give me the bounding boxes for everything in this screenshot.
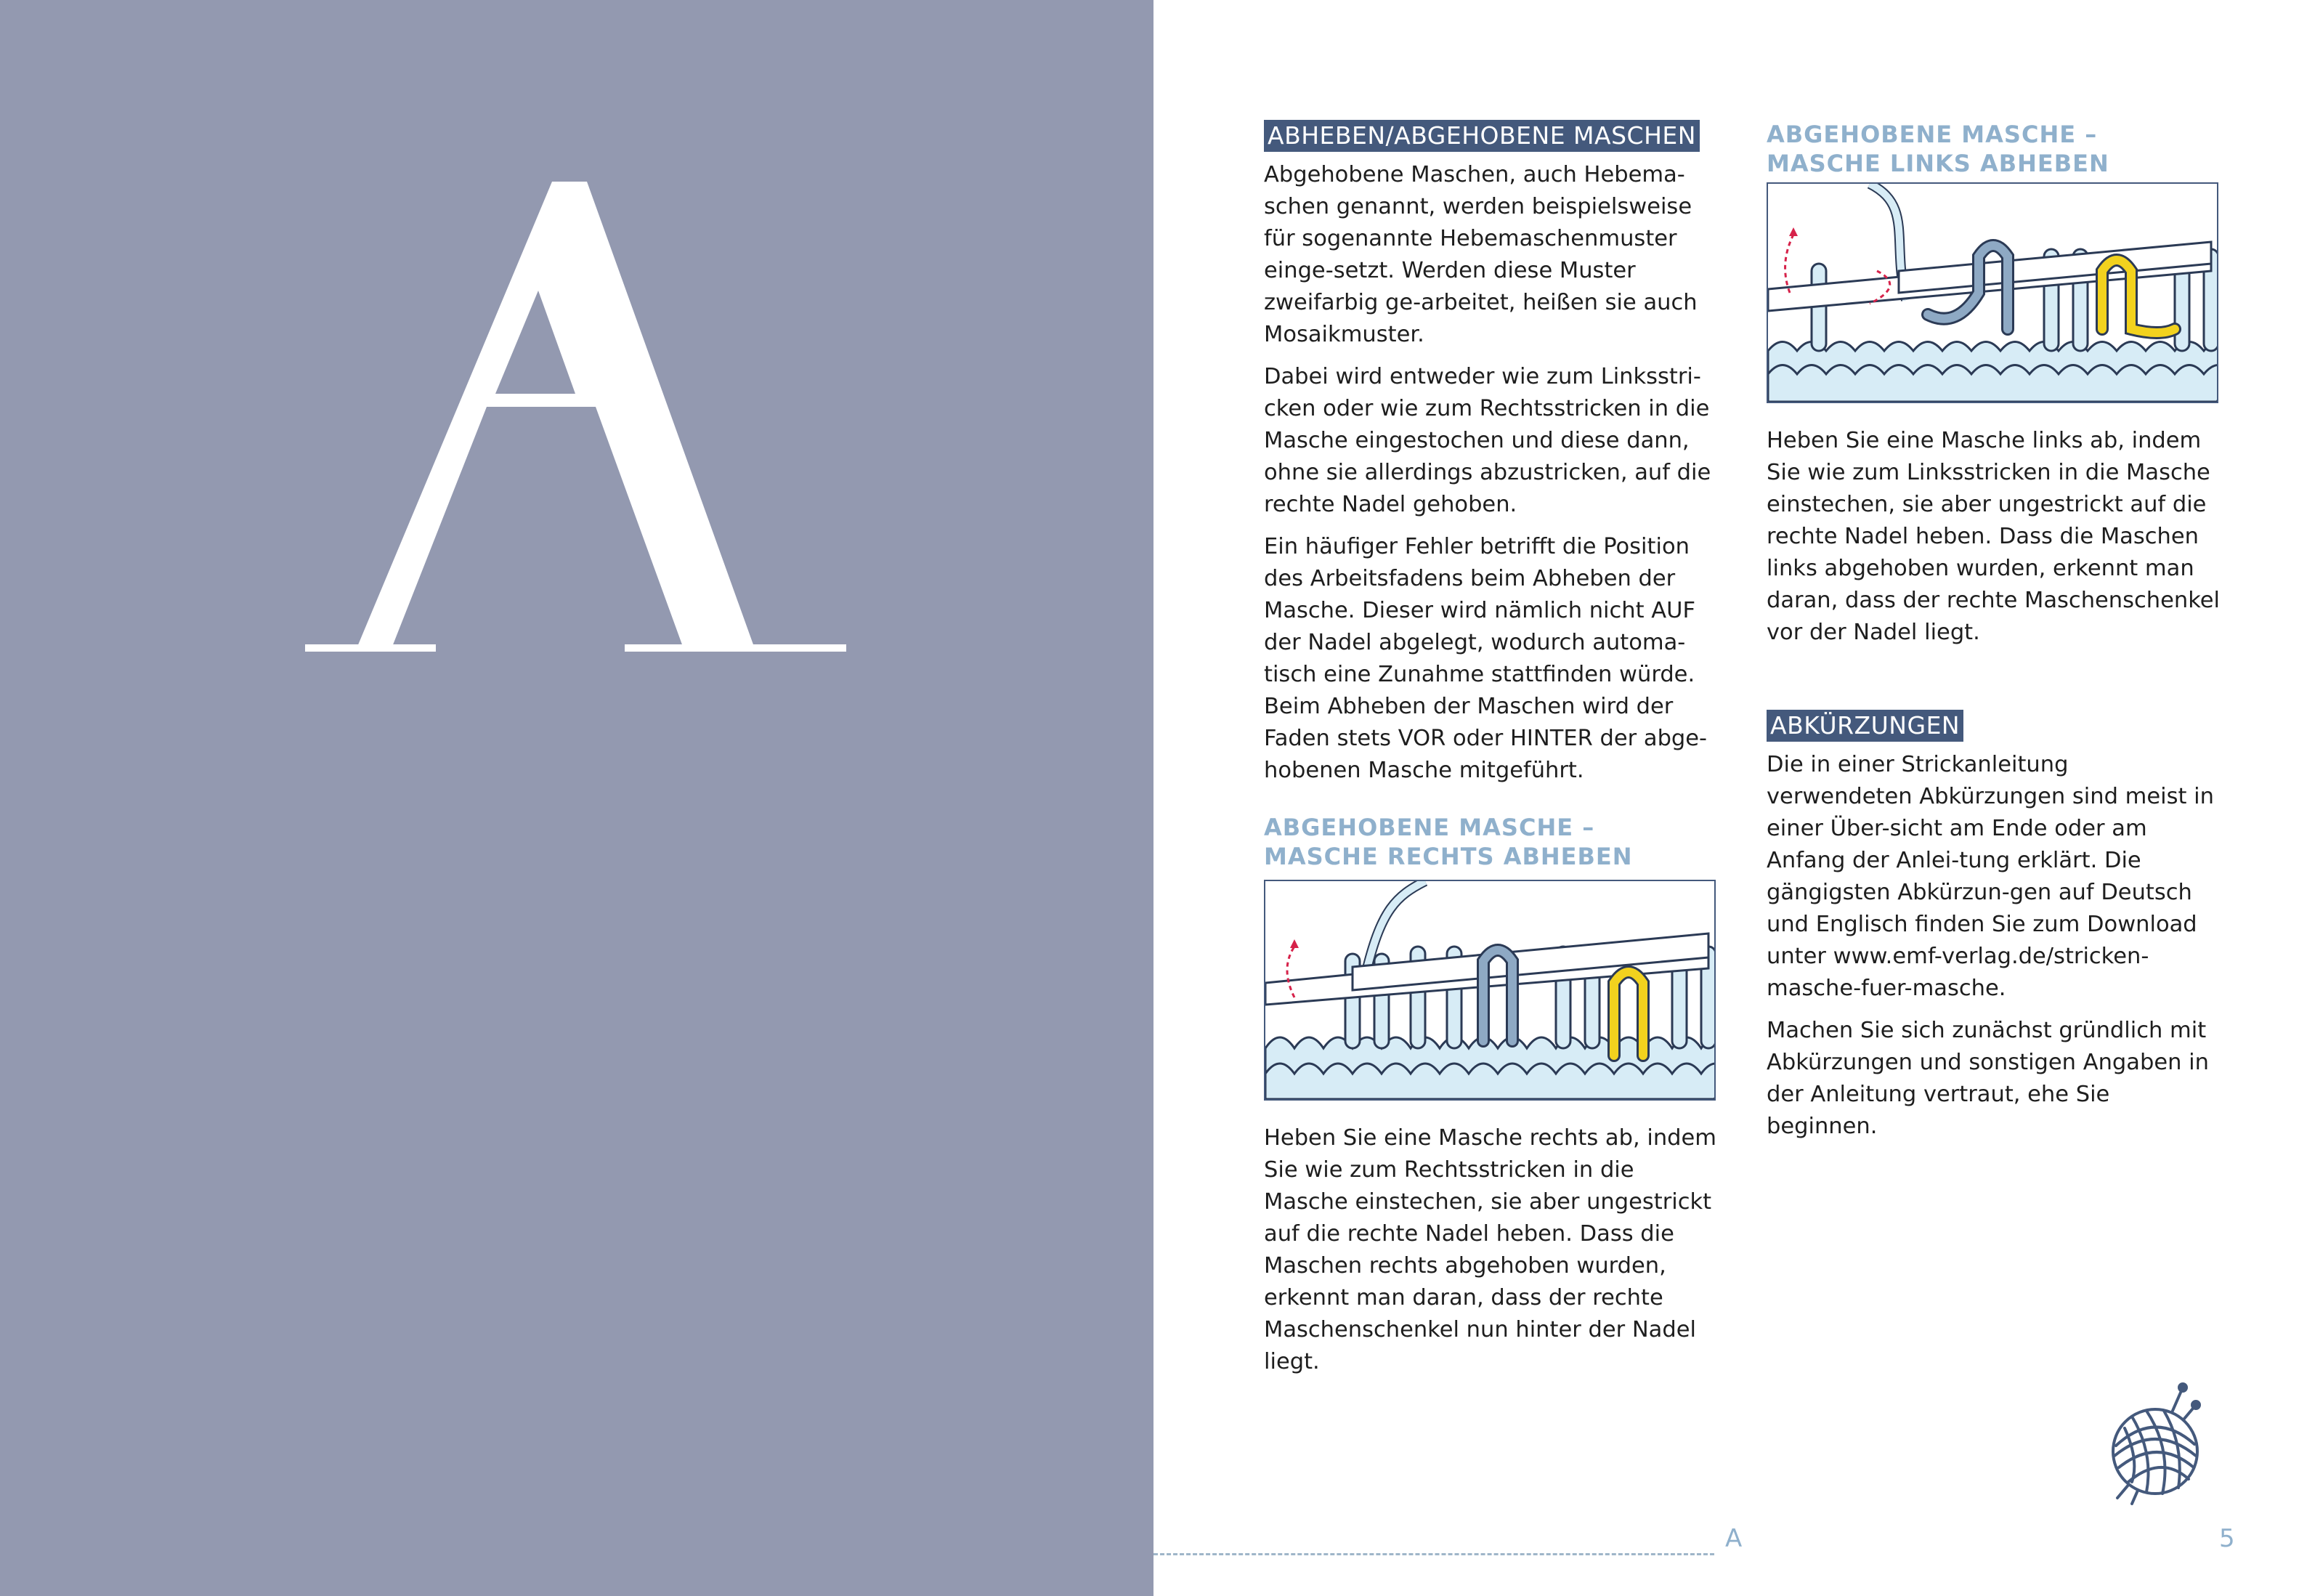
yarn-ball-with-needles-icon [2103, 1380, 2212, 1507]
paragraph: Abgehobene Maschen, auch Hebema-schen genannt, werden beispielsweise für sogenannte Hebemaschenmuster einge-setzt. Werden diese Muster zweifarbig ge-arbeitet, heißen sie auch Mosaikmuster. [1264, 162, 1698, 347]
sub-heading-line: MASCHE LINKS ABHEBEN [1767, 150, 2109, 177]
paragraph: Machen Sie sich zunächst gründlich mit Abkürzungen und sonstigen Angaben in der Anleitung vertraut, ehe Sie beginnen. [1767, 1018, 2209, 1139]
section-heading-abkuerzungen: ABKÜRZUNGEN [1767, 710, 1963, 742]
sub-heading-links-abheben [1767, 120, 2221, 178]
illustration-rechts-abheben [1264, 880, 1716, 1101]
paragraph: Ein häufiger Fehler betrifft die Position des Arbeitsfadens beim Abheben der Masche. Dieser wird nämlich nicht AUF der Nadel abgelegt, wodurch automa-tisch eine Zunahme stattfinden würde. Beim Abheben der Maschen wird der Faden stets VOR oder HINTER der abge-hobenen Masche mitgeführt. [1264, 534, 1708, 783]
sub-heading-line: ABGEHOBENE MASCHE – [1264, 814, 1595, 841]
illustration-links-abheben [1767, 182, 2218, 403]
sub-heading-line: ABGEHOBENE MASCHE – [1767, 121, 2098, 148]
right-text-column [1767, 120, 2221, 1153]
paragraph: Dabei wird entweder wie zum Linksstri-cken oder wie zum Rechtsstricken in die Masche eingestochen und diese dann, ohne sie allerdings abzustricken, auf die rechte Nadel gehoben. [1264, 364, 1711, 517]
footer-divider [1153, 1553, 1714, 1555]
sub-heading-line: MASCHE RECHTS ABHEBEN [1264, 843, 1633, 870]
chapter-letter-a [305, 182, 850, 668]
section-heading-abheben: ABHEBEN/ABGEHOBENE MASCHEN [1264, 120, 1700, 152]
caption-links-abheben: Heben Sie eine Masche links ab, indem Sie wie zum Linksstricken in die Masche einstechen, sie aber ungestrickt auf die rechte Nadel heben. Dass die Maschen links abgehoben wurden, erkennt man daran, dass der rechte Maschenschenkel vor der Nadel liegt. [1767, 428, 2221, 645]
page-number: 5 [2219, 1524, 2235, 1553]
left-text-column [1264, 120, 1718, 1388]
caption-rechts-abheben: Heben Sie eine Masche rechts ab, indem Sie wie zum Rechtsstricken in die Masche einstechen, sie aber ungestrickt auf die rechte Nadel heben. Dass die Maschen rechts abgehoben wurden, erkennt man daran, dass der rechte Maschenschenkel nun hinter der Nadel liegt. [1264, 1125, 1716, 1374]
sub-heading-rechts-abheben [1264, 813, 1718, 871]
paragraph: Die in einer Strickanleitung verwendeten Abkürzungen sind meist in einer Über-sicht am Ende oder am Anfang der Anlei-tung erklärt. Die gängigsten Abkürzun-gen auf Deutsch und Englisch finden Sie zum Download unter www.emf-verlag.de/stricken-masche-fuer-masche. [1767, 752, 2214, 1001]
footer-section-letter: A [1725, 1524, 1743, 1553]
